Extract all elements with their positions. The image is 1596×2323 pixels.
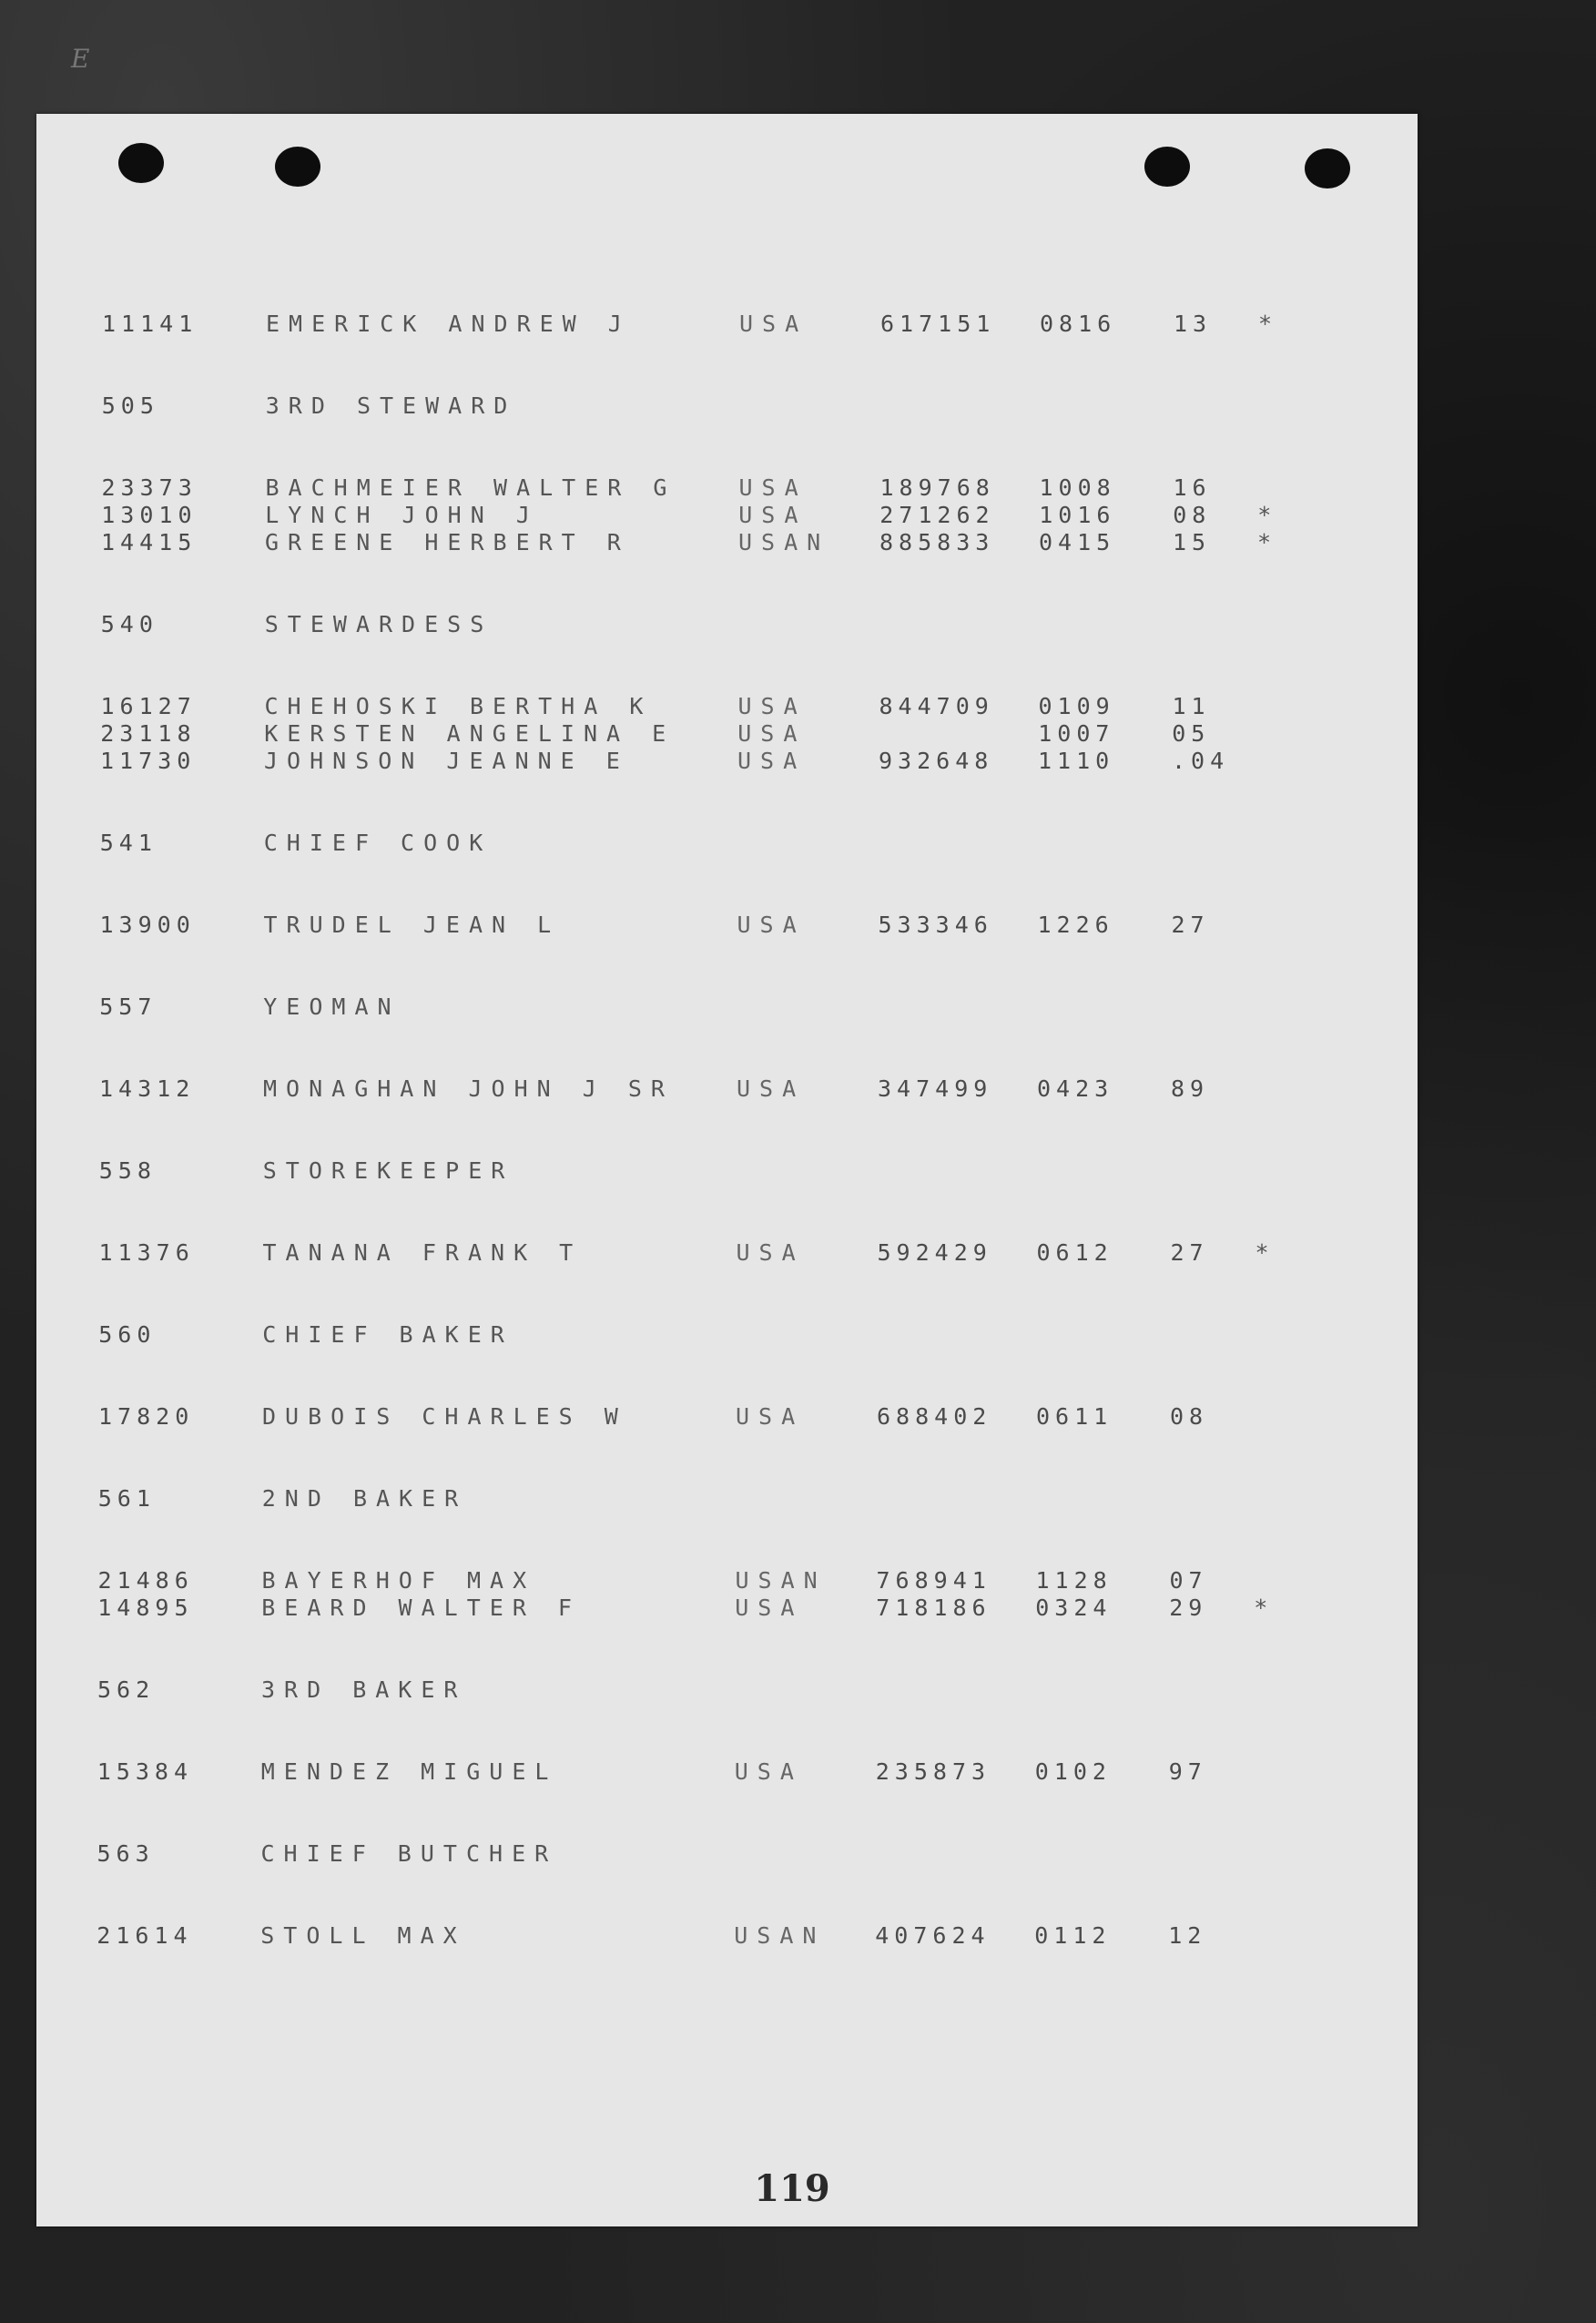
rating-code: 561 — [97, 1485, 156, 1512]
book-number: 11141 — [102, 311, 198, 337]
crew-row — [100, 719, 1357, 749]
rating-heading — [97, 1839, 1354, 1869]
date-code: 0423 — [1037, 1075, 1114, 1102]
rating-code: 557 — [99, 993, 158, 1020]
crew-row — [100, 911, 1357, 940]
crew-name: EMERICK ANDREW J — [266, 311, 631, 337]
date-code: 1008 — [1039, 474, 1116, 501]
status-code: 89 — [1171, 1075, 1210, 1102]
status-code: .04 — [1172, 748, 1230, 774]
reference-number: 189768 — [879, 474, 995, 501]
date-code: 0324 — [1035, 1595, 1113, 1621]
citizenship: USA — [737, 912, 806, 938]
status-code: 08 — [1170, 1403, 1209, 1430]
star-mark: * — [1258, 311, 1276, 337]
date-code: 0102 — [1034, 1758, 1112, 1785]
crew-list — [36, 114, 1418, 2226]
rating-title: 3RD STEWARD — [265, 392, 517, 419]
book-number: 13900 — [99, 912, 196, 938]
star-mark: * — [1255, 1239, 1272, 1266]
reference-number: 407624 — [875, 1922, 991, 1949]
crew-row — [97, 1921, 1353, 1951]
rating-heading — [101, 610, 1357, 639]
reference-number: 768941 — [876, 1567, 991, 1594]
page-number: 119 — [754, 2167, 830, 2210]
crew-name: GREENE HERBERT R — [265, 529, 630, 555]
reference-number: 271262 — [879, 502, 995, 528]
status-code: 05 — [1172, 720, 1211, 747]
date-code: 0611 — [1036, 1403, 1113, 1430]
reference-number: 617151 — [880, 311, 996, 337]
citizenship: USA — [739, 311, 808, 337]
date-code: 0112 — [1034, 1922, 1112, 1949]
rating-title: 2ND BAKER — [261, 1485, 468, 1512]
date-code: 0816 — [1040, 311, 1117, 337]
rating-code: 563 — [97, 1840, 155, 1867]
reference-number: 688402 — [877, 1403, 992, 1430]
crew-row — [101, 692, 1357, 721]
rating-heading — [98, 1484, 1355, 1513]
status-code: 08 — [1173, 502, 1212, 528]
status-code: 13 — [1174, 311, 1213, 337]
book-number: 14895 — [97, 1595, 194, 1621]
rating-title: YEOMAN — [263, 993, 401, 1020]
rating-code: 560 — [98, 1321, 157, 1348]
crew-name: BAYERHOF MAX — [261, 1567, 536, 1594]
crew-name: BACHMEIER WALTER G — [265, 474, 676, 501]
status-code: 11 — [1172, 693, 1211, 719]
citizenship: USA — [738, 474, 808, 501]
crew-row — [101, 501, 1357, 530]
corner-mark: E — [71, 44, 90, 74]
rating-heading — [99, 1156, 1356, 1186]
date-code: 1016 — [1039, 502, 1116, 528]
crew-name: KERSTEN ANGELINA E — [264, 720, 676, 747]
citizenship: USA — [738, 502, 808, 528]
book-number: 14312 — [99, 1075, 196, 1102]
book-number: 23118 — [100, 720, 197, 747]
date-code: 1110 — [1038, 748, 1115, 774]
star-mark: * — [1257, 502, 1275, 528]
rating-title: CHIEF BAKER — [262, 1321, 513, 1348]
crew-name: TANANA FRANK T — [262, 1239, 583, 1266]
crew-row — [98, 1566, 1355, 1595]
crew-name: CHEHOSKI BERTHA K — [264, 693, 653, 719]
crew-row — [99, 1238, 1356, 1268]
citizenship: USAN — [738, 529, 830, 555]
crew-name: BEARD WALTER F — [261, 1595, 581, 1621]
status-code: 97 — [1168, 1758, 1207, 1785]
book-number: 23373 — [101, 474, 198, 501]
reference-number: 844709 — [879, 693, 994, 719]
status-code: 29 — [1169, 1595, 1208, 1621]
rating-code: 540 — [100, 611, 158, 637]
status-code: 27 — [1171, 912, 1210, 938]
citizenship: USA — [734, 1758, 803, 1785]
status-code: 07 — [1169, 1567, 1208, 1594]
citizenship: USAN — [735, 1567, 827, 1594]
rating-heading — [100, 829, 1357, 858]
status-code: 16 — [1173, 474, 1212, 501]
rating-heading — [97, 1676, 1354, 1705]
rating-code: 541 — [99, 830, 158, 856]
book-number: 11376 — [98, 1239, 195, 1266]
crew-row — [102, 310, 1358, 339]
reference-number: 718186 — [876, 1595, 991, 1621]
citizenship: USAN — [734, 1922, 826, 1949]
rating-title: CHIEF COOK — [263, 830, 493, 856]
crew-row — [97, 1594, 1354, 1623]
rating-code: 505 — [101, 392, 159, 419]
reference-number: 347499 — [878, 1075, 993, 1102]
citizenship: USA — [737, 748, 807, 774]
citizenship: USA — [736, 1403, 805, 1430]
crew-name: DUBOIS CHARLES W — [262, 1403, 627, 1430]
crew-row — [97, 1758, 1354, 1787]
status-code: 27 — [1170, 1239, 1209, 1266]
crew-name: MENDEZ MIGUEL — [260, 1758, 558, 1785]
date-code: 1007 — [1038, 720, 1115, 747]
rating-code: 558 — [98, 1157, 157, 1184]
rating-title: STEWARDESS — [264, 611, 493, 637]
rating-title: STOREKEEPER — [262, 1157, 514, 1184]
crew-row — [99, 1075, 1356, 1104]
book-number: 13010 — [101, 502, 198, 528]
citizenship: USA — [737, 1075, 806, 1102]
book-number: 21614 — [97, 1922, 193, 1949]
citizenship: USA — [735, 1595, 804, 1621]
book-number: 21486 — [97, 1567, 194, 1594]
date-code: 1128 — [1035, 1567, 1113, 1594]
crew-row — [102, 474, 1358, 503]
rating-heading — [99, 993, 1356, 1022]
crew-row — [101, 528, 1357, 557]
date-code: 0109 — [1038, 693, 1115, 719]
crew-name: JOHNSON JEANNE E — [264, 748, 629, 774]
crew-row — [98, 1402, 1355, 1431]
rating-title: CHIEF BUTCHER — [260, 1840, 558, 1867]
crew-row — [100, 747, 1357, 776]
rating-heading — [98, 1320, 1355, 1350]
rating-code: 562 — [97, 1676, 156, 1703]
crew-name: STOLL MAX — [260, 1922, 466, 1949]
star-mark: * — [1257, 529, 1275, 555]
rating-heading — [102, 392, 1358, 421]
citizenship: USA — [737, 720, 807, 747]
book-number: 11730 — [100, 748, 197, 774]
reference-number: 932648 — [879, 748, 994, 774]
book-number: 14415 — [101, 529, 198, 555]
citizenship: USA — [737, 693, 807, 719]
reference-number: 533346 — [878, 912, 993, 938]
status-code: 12 — [1168, 1922, 1207, 1949]
book-number: 15384 — [97, 1758, 194, 1785]
reference-number: 885833 — [879, 529, 995, 555]
citizenship: USA — [736, 1239, 805, 1266]
book-number: 16127 — [100, 693, 197, 719]
status-code: 15 — [1173, 529, 1212, 555]
document-page — [36, 114, 1418, 2226]
crew-name: MONAGHAN JOHN J SR — [263, 1075, 674, 1102]
rating-title: 3RD BAKER — [261, 1676, 467, 1703]
date-code: 0612 — [1036, 1239, 1113, 1266]
crew-name: TRUDEL JEAN L — [263, 912, 561, 938]
star-mark: * — [1254, 1595, 1271, 1621]
reference-number: 235873 — [875, 1758, 991, 1785]
reference-number: 592429 — [877, 1239, 992, 1266]
date-code: 0415 — [1039, 529, 1116, 555]
date-code: 1226 — [1037, 912, 1114, 938]
book-number: 17820 — [98, 1403, 195, 1430]
crew-name: LYNCH JOHN J — [265, 502, 539, 528]
